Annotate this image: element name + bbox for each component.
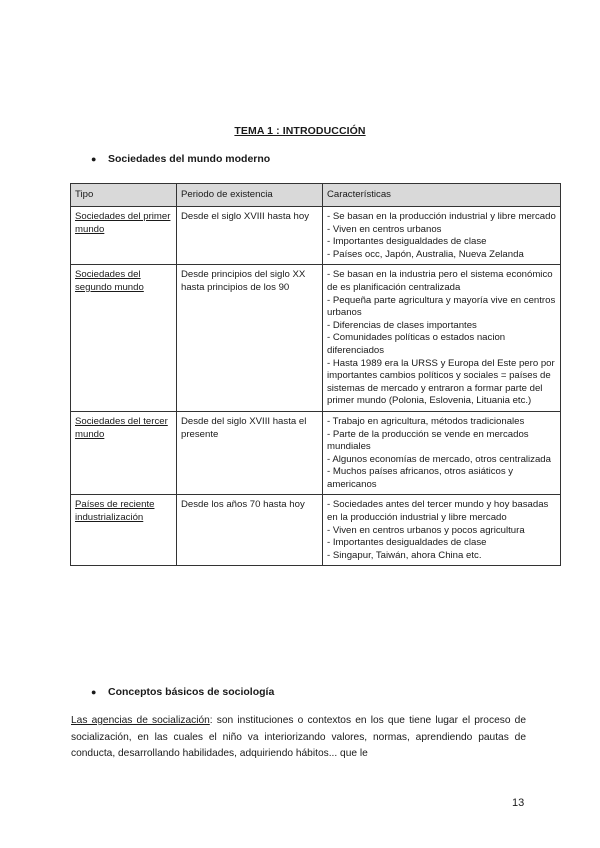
tipo-text: Países de reciente industrialización — [75, 499, 155, 524]
bullet-icon: ● — [91, 154, 97, 164]
page-title: TEMA 1 : INTRODUCCIÓN — [234, 125, 366, 137]
caracteristica-item: - Hasta 1989 era la URSS y Europa del Este pero por importantes cambios políticos y sociales = países de sistemas de mercado y entraron a formar parte del primer mundo (Polonia, Eslovenia, Lituania etc.) — [327, 357, 555, 407]
caracteristica-item: - Viven en centros urbanos — [327, 223, 442, 235]
caracteristica-item: - Se basan en la producción industrial y libre mercado — [327, 211, 556, 222]
table-header-row — [71, 184, 561, 207]
table-row — [71, 207, 561, 265]
societies-table — [70, 183, 561, 566]
cell-tipo — [71, 411, 177, 495]
cell-caracteristicas — [323, 207, 561, 265]
header-tipo: Tipo — [71, 184, 177, 207]
caracteristica-item: - Muchos países africanos, otros asiáticos y americanos — [327, 466, 514, 490]
caracteristica-item: - Algunos economías de mercado, otros centralizada — [327, 453, 551, 465]
header-periodo: Periodo de existencia — [177, 184, 323, 207]
tipo-text: Sociedades del primer mundo — [75, 211, 171, 235]
caracteristica-item: - Se basan en la industria pero el sistema económico de es planificación centralizada — [327, 269, 553, 293]
tipo-text: Sociedades del tercer mundo — [75, 415, 168, 440]
caracteristica-item: - Singapur, Taiwán, ahora China etc. — [327, 549, 482, 561]
cell-periodo: Desde el siglo XVIII hasta hoy — [177, 207, 323, 265]
cell-tipo — [71, 265, 177, 412]
cell-periodo: Desde principios del siglo XX hasta principios de los 90 — [177, 265, 323, 412]
cell-periodo: Desde los años 70 hasta hoy — [177, 495, 323, 566]
cell-caracteristicas — [323, 411, 561, 495]
caracteristica-item: - Viven en centros urbanos y pocos agricultura — [327, 524, 525, 536]
section-heading-text: Conceptos básicos de sociología — [108, 686, 275, 698]
caracteristica-item: - Comunidades políticas o estados nacion diferenciados — [327, 332, 506, 356]
cell-tipo — [71, 495, 177, 566]
cell-caracteristicas — [323, 495, 561, 566]
table-row — [71, 411, 561, 495]
caracteristica-item: - Diferencias de clases importantes — [327, 319, 477, 331]
caracteristica-item: - Parte de la producción se vende en mercados mundiales — [327, 428, 529, 453]
paragraph-text: : son instituciones o contextos en los que tiene lugar el proceso de socialización, en las cuales el niño va interiorizando valores, normas, aprendiendo pautas de conducta, desarrollando habilidades, adquiriendo hábitos... que le — [71, 715, 526, 759]
bullet-icon: ● — [91, 687, 97, 697]
page-number: 13 — [512, 797, 525, 809]
cell-caracteristicas — [323, 265, 561, 412]
section-heading-conceptos — [91, 686, 274, 698]
cell-periodo: Desde del siglo XVIII hasta el presente — [177, 411, 323, 495]
caracteristica-item: - Sociedades antes del tercer mundo y hoy basadas en la producción industrial y libre mercado — [327, 499, 549, 524]
paragraph-term: Las agencias de socialización — [71, 715, 210, 726]
tipo-text: Sociedades del segundo mundo — [75, 269, 144, 293]
caracteristica-item: - Países occ, Japón, Australia, Nueva Zelanda — [327, 248, 524, 260]
table-row — [71, 265, 561, 412]
section-heading-sociedades — [91, 153, 270, 165]
header-caracteristicas: Características — [323, 184, 561, 207]
table-row — [71, 495, 561, 566]
caracteristica-item: - Importantes desigualdades de clase — [327, 236, 487, 248]
section-heading-text: Sociedades del mundo moderno — [108, 153, 271, 165]
caracteristica-item: - Importantes desigualdades de clase — [327, 537, 487, 549]
caracteristica-item: - Pequeña parte agricultura y mayoría vive en centros urbanos — [327, 294, 556, 319]
body-paragraph — [71, 713, 526, 763]
caracteristica-item: - Trabajo en agricultura, métodos tradicionales — [327, 415, 525, 427]
cell-tipo — [71, 207, 177, 265]
